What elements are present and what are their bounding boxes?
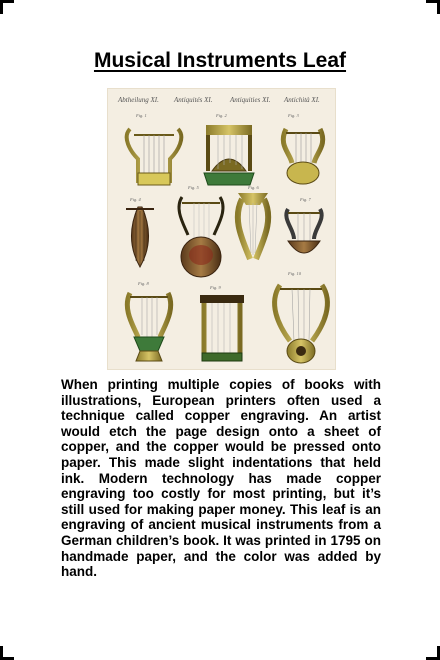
lyre-figure-10: [275, 285, 328, 363]
engraving-plate-image: [107, 88, 336, 370]
plate-header-label: Antiquités XI.: [174, 96, 213, 104]
lyre-figure-9: [200, 295, 244, 361]
figure-label: Fig. 4: [130, 197, 141, 202]
lyre-figure-4: [126, 207, 154, 267]
figure-label: Fig. 3: [288, 113, 299, 118]
lyre-figure-8: [127, 293, 170, 361]
figure-label: Fig. 6: [248, 185, 259, 190]
plate-header-label: Antichità XI.: [284, 96, 320, 104]
figure-label: Fig. 2: [216, 113, 227, 118]
plate-header-label: Abtheilung XI.: [118, 96, 159, 104]
lyre-figure-5: [179, 197, 223, 277]
figure-label: Fig. 9: [210, 285, 221, 290]
lyre-figure-3: [283, 129, 322, 184]
figure-label: Fig. 8: [138, 281, 149, 286]
plate-header-label: Antiquities XI.: [230, 96, 271, 104]
description-paragraph: When printing multiple copies of books with illustrations, European printers often used a technique called copper engraving. An artist would etch the page design onto a sheet of copper, and the copper would be pressed onto paper. This made slight indentations that held ink. Modern technology has made copper engraving too costly for most printing, but it’s still used for making paper money. This leaf is an engraving of ancient musical instruments from a German children’s book. It was printed in 1795 on handmade paper, and the color was added by hand.: [61, 377, 381, 580]
figure-label: Fig. 5: [188, 185, 199, 190]
lyre-figure-7: [286, 209, 321, 253]
figure-label: Fig. 10: [288, 271, 301, 276]
page-title: [0, 49, 440, 73]
lyre-figure-1: [127, 129, 182, 185]
figure-label: Fig. 7: [300, 197, 311, 202]
page-title-text: Musical Instruments Leaf: [93, 49, 347, 72]
crop-mark-top-left-v: [0, 0, 3, 14]
lyre-engraving-illustration: [108, 89, 335, 369]
lyre-figure-2: [204, 125, 254, 185]
figure-label: Fig. 1: [136, 113, 147, 118]
crop-mark-bottom-left-v: [0, 646, 3, 660]
lyre-figure-6: [238, 193, 268, 259]
